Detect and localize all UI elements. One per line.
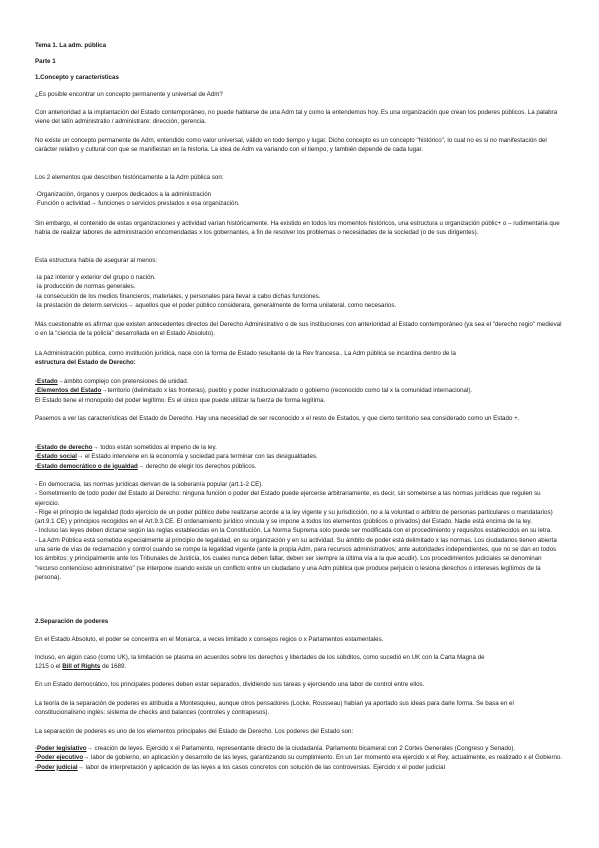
list-term: ·Estado democrático o de igualdad (35, 462, 138, 470)
list-item (35, 452, 563, 461)
paragraph-11: En un Estado democrático, los principales poderes deben estar separados, dividiendo sus tareas y ejerciendo una labor de control entre ellos. (35, 681, 425, 688)
list-item: ·la consecución de los medios financieros, materiales, y personales para llevar a cabo dichas funciones. (35, 292, 321, 300)
bill-of-rights-link: Bill of Rights (62, 663, 101, 671)
paragraph-3: Los 2 elementos que describen históricamente a la Adm pública son: (35, 174, 224, 181)
list-term: ·Estado social (35, 453, 77, 461)
list-term: ·Estado (35, 378, 58, 385)
list-item (35, 396, 563, 405)
list-term: ·Elementos del Estado (35, 387, 102, 395)
list-item: ·la paz interior y exterior del grupo o nación. (35, 274, 156, 281)
paragraph-1: Con anterioridad a la implantación del Estado contemporáneo, no puede hablarse de una Adm tal y como la entendemos hoy. Es una organización que crean los poderes públicos. La palabra viene del latín administratio / administrare: dirección, gerencia. (35, 109, 558, 126)
paragraph-10-line: Incluso, en algún caso (como UK), la limitación se plasma en acuerdos sobre los derechos y libertades de los súbditos, como sucedió en UK con la Carta Magna de (35, 654, 485, 661)
list-text: →territorio (delimitado x las fronteras), pueblo y poder institucionalizado o gobierno (reconocido como tal x la comunidad internacional). (101, 387, 473, 395)
paragraph-7-emphasis: estructura del Estado de Derecho: (35, 359, 136, 367)
list-text: → derecho de elegir los derechos públicos. (137, 462, 257, 470)
doc-title: Tema 1. La adm. pública (35, 42, 107, 49)
list-text: → labor de gobierno, en aplicación y desarrollo de las leyes, garantizando su cumplimiento. En un 1er momento era ejercido x el Rey, actualmente, es realizado x el Gobierno. (83, 754, 563, 762)
list-text: → el Estado interviene en la economía y sociedad para terminar con las desigualdades. (76, 453, 318, 461)
list-powers (35, 744, 563, 772)
list-state-types (35, 443, 563, 471)
list-item (35, 763, 563, 772)
list-item: ·la producción de normas generales. (35, 283, 136, 291)
list-item (35, 443, 563, 452)
paragraph-7 (35, 349, 563, 368)
list-item: ·la prestación de determ.servicios→ aquellos que el poder público considerara, generalmente de forma unilateral, como necesarios. (35, 301, 397, 309)
paragraph-5: Esta estructura había de asegurar al menos: (35, 257, 158, 264)
list-item (35, 377, 563, 386)
list-item (35, 462, 563, 471)
list-item (35, 753, 563, 762)
paragraph-13: La separación de poderes es uno de los elementos principales del Estado de Derecho. Los poderes del Estado son: (35, 728, 354, 735)
section-heading-1: 1.Concepto y características (35, 74, 119, 81)
list-text: →ámbito complejo con pretensiones de unidad. (57, 378, 189, 385)
list-text: → todos están sometidos al imperio de la ley. (92, 444, 217, 451)
list-term: ·Poder ejecutivo (35, 754, 84, 762)
list-item: - La Adm Pública está sometida especialmente al principio de legalidad, en su organización y en su actividad. Su ámbito de poder está delimitado x las normas. Los ciudadanos tienen abierta una serie de vías de reclamación y control cuando se rompe la legalidad vigente (ante la propia Adm, para recursos administrativos; ante autoridades independientes, que no se dan en todos los ámbitos; y principalmente ante los Tribunales de Justicia, los cuales nunca deben faltar, deben ser siempre la última vía a la que acudir). Los procedimientos judiciales se denominan "recurso contencioso administrativo" (se interpone cuando existe un conflicto entre un ciudadano y una Adm pública que produce perjuicio o lesiona derechos o intereses legítimos de la persona). (35, 536, 557, 581)
list-functions (35, 273, 563, 310)
list-item: ·Función o actividad→ funciones o servicios prestados x esa organización. (35, 200, 240, 208)
list-rule-of-law (35, 480, 563, 582)
list-term: ·Estado de derecho (35, 444, 93, 451)
question-paragraph: ¿Es posible encontrar un concepto permanente y universal de Adm? (35, 91, 223, 98)
list-item (35, 744, 563, 753)
paragraph-4: Sin embargo, el contenido de estas organizaciones y actividad varían históricamente. Ha existido en todos los momentos históricos, una estructura u organización públic+ o – rudimentaria que había de realizar labores de administración encomendadas x los gobernantes, a fin de resolver los problemas o necesidades de la sociedad (o de sus dirigentes). (35, 220, 560, 237)
list-text: El Estado tiene el monopolio del poder legítimo. Es el único que puede utilizar la fuerza de forma legítima. (35, 396, 326, 404)
paragraph-6: Más cuestionable es afirmar que existen antecedentes directos del Derecho Administrativo o de sus instituciones con anterioridad al Estado contemporáneo (ya sea el "derecho regio" medieval o en la "ciencia de la policía" desarrollada en el Estado Absoluto). (35, 321, 562, 338)
list-elements (35, 190, 563, 209)
paragraph-10-text: 1215 o el (35, 663, 63, 671)
list-state (35, 377, 563, 405)
paragraph-10 (35, 653, 563, 672)
paragraph-9: En el Estado Absoluto, el poder se concentra en el Monarca, a veces limitado x consejos regios o x Parlamentos estamentales. (35, 636, 384, 643)
paragraph-8: Pasemos a ver las características del Estado de Derecho. Hay una necesidad de ser reconocido x el resto de Estados, y que cierto territorio sea considerado como un Estado +. (35, 415, 520, 422)
list-item: - En democracia, las normas jurídicas derivan de la soberanía popular (art.1-2 CE). (35, 481, 264, 488)
part-heading: Parte 1 (35, 58, 56, 65)
paragraph-12: La teoría de la separación de poderes es atribuida a Montesquieu, aunque otros pensadores (Locke, Rousseau) habían ya aportado sus ideas para darle forma. Se basa en el constitucionalismo inglés: sistema de checks and balances (controles y contrapesos). (35, 700, 514, 717)
list-term: ·Poder legislativo (35, 745, 87, 752)
list-item (35, 386, 563, 395)
list-item: - Sometimiento de todo poder del Estado al Derecho: ninguna función o poder del Estado puede ejercerse arbitrariamente, es decir, sin someterse a las normas jurídicas que regulen su ejercicio. (35, 490, 541, 507)
list-text: → creación de leyes. Ejercido x el Parlamento, representante directo de la ciudadanía. Parlamento bicameral con 2 Cortes Generales (Congreso y Senado). (86, 745, 516, 752)
list-text: → labor de interpretación y aplicación de las leyes a los casos concretos con solución de las controversias. Ejercido x el poder judicial (77, 763, 445, 771)
list-item: - Incluso las leyes deben dictarse según las reglas establecidas en la Constitución. La Norma Suprema solo puede ser modificada con el procedimiento y requisitos establecidos en su letra. (35, 527, 552, 535)
paragraph-7-line: La Administración pública, como institución jurídica, nace con la forma de Estado resultante de la Rev francesa.. La Adm pública se incardina dentro de la (35, 350, 456, 357)
paragraph-2: No existe un concepto permanente de Adm, entendido como valor universal, válido en todo tiempo y lugar. Dicho concepto es un concepto "histórico", lo cual no es si no manifestación del carácter relativo y cultural con que se manifiestan en la historia. La idea de Adm va variando con el tiempo, y también depende de cada lugar. (35, 137, 547, 154)
list-item: - Rige el principio de legalidad (todo ejercicio de un poder público debe realizarse acorde a la ley vigente y su jurisdicción, no a la voluntad o arbitrio de personas particulares o mandatarios) (art.9.1 CE) y principios recogidos en el Art.9.3.CE. El ordenamiento jurídico vincula y se impone a todos los elementos (públicos o privados) del Estado. Nadie está encima de la ley. (35, 508, 553, 526)
section-heading-2: 2.Separación de poderes (35, 618, 109, 625)
list-term: ·Poder judicial (35, 763, 78, 771)
paragraph-10-text: de 1689. (100, 663, 127, 671)
list-item: ·Organización, órganos y cuerpos dedicados a la administración (35, 191, 212, 198)
